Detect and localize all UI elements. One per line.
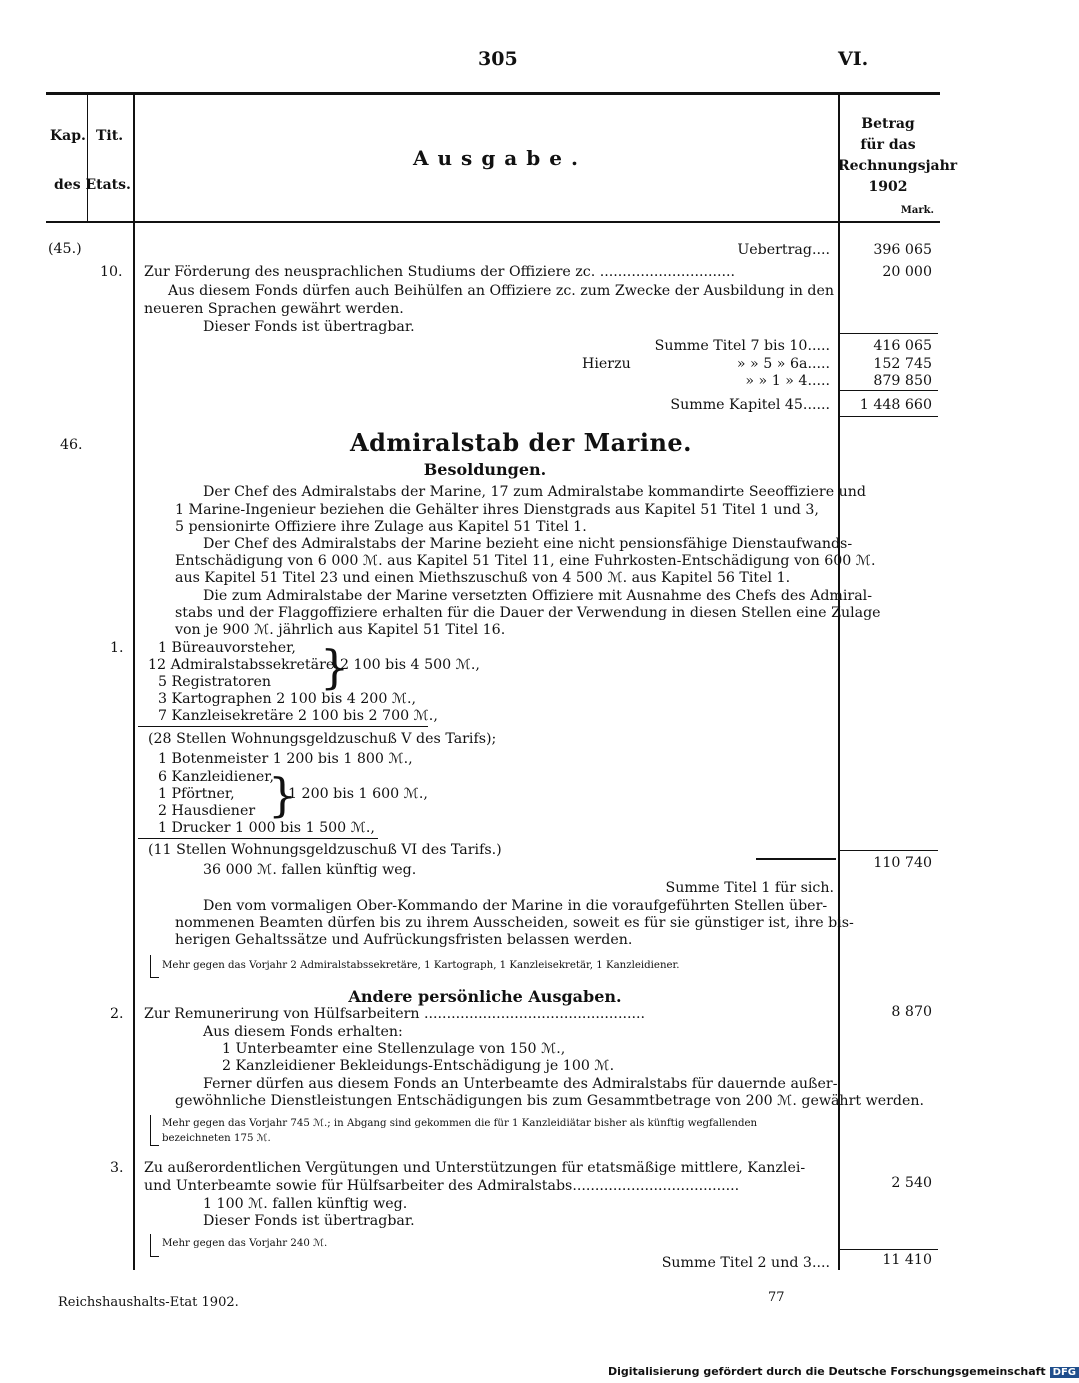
titel-1-row-12: (11 Stellen Wohnungsgeldzuschuß VI des Tarifs.) — [148, 842, 502, 858]
titel-1-note-2: nommenen Beamten dürfen bis zu ihrem Ausscheiden, soweit es für sie günstiger ist, ihre bis- — [175, 915, 854, 931]
admiralstab-title: Admiralstab der Marine. — [350, 428, 693, 457]
kap-46: 46. — [60, 437, 83, 453]
hierzu-label: Hierzu — [582, 356, 631, 372]
titel-1-mehr: Mehr gegen das Vorjahr 2 Admiralstabssekretäre, 1 Kartograph, 1 Kanzleisekretär, 1 Kanzleidiener. — [162, 960, 680, 971]
top-rule — [46, 92, 940, 95]
titel-1-row-6: (28 Stellen Wohnungsgeldzuschuß V des Tarifs); — [148, 731, 497, 747]
titel-1-row-13: 36 000 ℳ. fallen künftig weg. — [203, 862, 417, 878]
titel-1-row-5: 7 Kanzleisekretäre 2 100 bis 2 700 ℳ., — [158, 708, 438, 724]
titel-2-mehr-1: Mehr gegen das Vorjahr 745 ℳ.; in Abgang sind gekommen die für 1 Kanzleidiätar bisher als künftig wegfallenden — [162, 1118, 758, 1129]
admiralstab-p2-l3: aus Kapitel 51 Titel 23 und einen Miethszuschuß von 4 500 ℳ. aus Kapitel 56 Titel 1. — [175, 570, 791, 586]
summe-titel-7-10-label: Summe Titel 7 bis 10..... — [654, 338, 830, 354]
dfg-notice — [608, 1365, 1079, 1378]
titel-10-amount: 20 000 — [882, 264, 932, 280]
titel-1-row-2b: 2 100 bis 4 500 ℳ., — [340, 657, 480, 673]
mehr-box-1 — [150, 955, 159, 978]
titel-10-line-4: Dieser Fonds ist übertragbar. — [203, 319, 415, 335]
titel-1-amount-rule — [840, 850, 938, 851]
brace-2: } — [268, 768, 298, 822]
footer-title: Reichshaushalts-Etat 1902. — [58, 1295, 239, 1310]
titel-2-amount: 8 870 — [891, 1004, 932, 1020]
titel-5-6a-amount: 152 745 — [873, 356, 932, 372]
titel-1-row-2: 12 Admiralstabssekretäre, — [148, 657, 339, 673]
uebertrag-label: Uebertrag.... — [737, 242, 830, 258]
kap-45: (45.) — [48, 241, 82, 257]
header-tit: Tit. — [96, 128, 124, 144]
section-number: VI. — [838, 48, 869, 70]
titel-3-mehr: Mehr gegen das Vorjahr 240 ℳ. — [162, 1238, 328, 1249]
titel-3-line-3: 1 100 ℳ. fallen künftig weg. — [203, 1196, 408, 1212]
dfg-text: Digitalisierung gefördert durch die Deutsche Forschungsgemeinschaft — [608, 1365, 1046, 1378]
admiralstab-p3-l3: von je 900 ℳ. jährlich aus Kapitel 51 Titel 16. — [175, 622, 506, 638]
admiralstab-p1-l3: 5 pensionirte Offiziere ihre Zulage aus Kapitel 51 Titel 1. — [175, 519, 587, 535]
summe-titel-7-10-amount: 416 065 — [873, 338, 932, 354]
titel-1-row-7: 1 Botenmeister 1 200 bis 1 800 ℳ., — [158, 751, 413, 767]
titel-3-number: 3. — [110, 1160, 124, 1176]
summe-kapitel-45-amount: 1 448 660 — [859, 397, 932, 413]
titel-10-number: 10. — [100, 264, 123, 280]
admiralstab-p3-l1: Die zum Admiralstabe der Marine versetzten Offiziere mit Ausnahme des Chefs des Admiral- — [203, 588, 872, 604]
column-divider-kap — [87, 94, 88, 222]
titel-1-row-10: 2 Hausdiener — [158, 803, 256, 819]
titel-2-mehr-2: bezeichneten 175 ℳ. — [162, 1133, 271, 1144]
titel-1-row-11: 1 Drucker 1 000 bis 1 500 ℳ., — [158, 820, 375, 836]
page-number: 305 — [478, 48, 518, 70]
titel-1-row-1: 1 Büreauvorsteher, — [158, 640, 296, 656]
column-divider-tit — [133, 94, 135, 1270]
titel-3-amount: 2 540 — [891, 1175, 932, 1191]
titel-1-row-9: 1 Pförtner, — [158, 786, 235, 802]
titel-3-line-4: Dieser Fonds ist übertragbar. — [203, 1213, 415, 1229]
titel-1-amount: 110 740 — [873, 855, 932, 871]
titel-3-line-1: Zu außerordentlichen Vergütungen und Unterstützungen für etatsmäßige mittlere, Kanzlei- — [144, 1160, 806, 1176]
sum-rule-1 — [840, 333, 938, 334]
header-kap: Kap. — [50, 128, 86, 144]
sum-rule-3 — [840, 416, 938, 417]
titel-1-rule-b — [138, 838, 378, 839]
mehr-box-2 — [150, 1115, 159, 1146]
besoldungen-heading: Besoldungen. — [423, 460, 547, 479]
titel-2-line-3: 1 Unterbeamter eine Stellenzulage von 150 ℳ., — [222, 1041, 566, 1057]
admiralstab-p2-l2: Entschädigung von 6 000 ℳ. aus Kapitel 51 Titel 11, eine Fuhrkosten-Entschädigung von 600 ℳ. — [175, 553, 876, 569]
brace-1: } — [320, 640, 350, 694]
header-rule — [46, 221, 940, 223]
titel-1-summe: Summe Titel 1 für sich. — [665, 880, 834, 896]
titel-1-rule-c — [756, 858, 836, 860]
andere-heading: Andere persönliche Ausgaben. — [348, 987, 622, 1006]
titel-1-row-4: 3 Kartographen 2 100 bis 4 200 ℳ., — [158, 691, 417, 707]
summe-titel-2-3-label: Summe Titel 2 und 3.... — [661, 1255, 830, 1271]
titel-2-line-1: Zur Remunerirung von Hülfsarbeitern ................................................. — [144, 1006, 646, 1022]
titel-10-line-2: Aus diesem Fonds dürfen auch Beihülfen an Offiziere zc. zum Zwecke der Ausbildung in den — [168, 283, 835, 299]
titel-1-rule-a — [138, 726, 428, 727]
titel-1-4-label: » » 1 » 4..... — [745, 373, 830, 389]
titel-2-line-2: Aus diesem Fonds erhalten: — [203, 1024, 403, 1040]
titel-1-row-9b: 1 200 bis 1 600 ℳ., — [288, 786, 428, 802]
summe-titel-2-3-amount: 11 410 — [882, 1252, 932, 1268]
admiralstab-p1-l2: 1 Marine-Ingenieur beziehen die Gehälter ihres Dienstgrads aus Kapitel 51 Titel 1 und 3, — [175, 502, 819, 518]
titel-2-number: 2. — [110, 1006, 124, 1022]
header-fuer-das: für das — [860, 137, 916, 153]
titel-1-row-8: 6 Kanzleidiener, — [158, 769, 274, 785]
header-des-etats: des Etats. — [54, 177, 131, 193]
sum-rule-2 — [840, 390, 938, 391]
titel-2-line-6: gewöhnliche Dienstleistungen Entschädigungen bis zum Gesammtbetrage von 200 ℳ. gewährt werden. — [175, 1093, 925, 1109]
uebertrag-amount: 396 065 — [873, 242, 932, 258]
header-title: Ausgabe. — [413, 146, 587, 170]
titel-1-note-1: Den vom vormaligen Ober-Kommando der Marine in die voraufgeführten Stellen über- — [203, 898, 828, 914]
mehr-box-3 — [150, 1234, 159, 1257]
header-mark: Mark. — [900, 205, 934, 216]
sum23-rule — [840, 1249, 938, 1250]
admiralstab-p2-l1: Der Chef des Admiralstabs der Marine bezieht eine nicht pensionsfähige Dienstaufwands- — [203, 536, 853, 552]
titel-1-note-3: herigen Gehaltssätze und Aufrückungsfristen belassen werden. — [175, 932, 633, 948]
titel-2-line-5: Ferner dürfen aus diesem Fonds an Unterbeamte des Admiralstabs für dauernde außer- — [203, 1076, 838, 1092]
titel-5-6a-label: » » 5 » 6a..... — [736, 356, 830, 372]
titel-1-number: 1. — [110, 640, 124, 656]
admiralstab-p3-l2: stabs und der Flaggoffiziere erhalten für die Dauer der Verwendung in diesen Stellen eine Zulage — [175, 605, 881, 621]
titel-1-4-amount: 879 850 — [873, 373, 932, 389]
summe-kapitel-45-label: Summe Kapitel 45...... — [670, 397, 830, 413]
titel-10-line-3: neueren Sprachen gewährt werden. — [144, 301, 404, 317]
titel-1-row-3: 5 Registratoren — [158, 674, 272, 690]
header-year: 1902 — [868, 179, 908, 195]
dfg-logo-icon: DFG — [1050, 1367, 1079, 1378]
admiralstab-p1-l1: Der Chef des Admiralstabs der Marine, 17 zum Admiralstabe kommandirte Seeoffiziere und — [203, 484, 866, 500]
header-betrag: Betrag — [861, 116, 915, 132]
titel-2-line-4: 2 Kanzleidiener Bekleidungs-Entschädigung je 100 ℳ. — [222, 1058, 615, 1074]
titel-3-line-2: und Unterbeamte sowie für Hülfsarbeiter des Admiralstabs..................................... — [144, 1178, 740, 1194]
footer-page: 77 — [768, 1290, 785, 1305]
header-rechnungsjahr: Rechnungsjahr — [838, 158, 958, 174]
titel-10-line-1: Zur Förderung des neusprachlichen Studiums der Offiziere zc. .............................. — [144, 264, 736, 280]
